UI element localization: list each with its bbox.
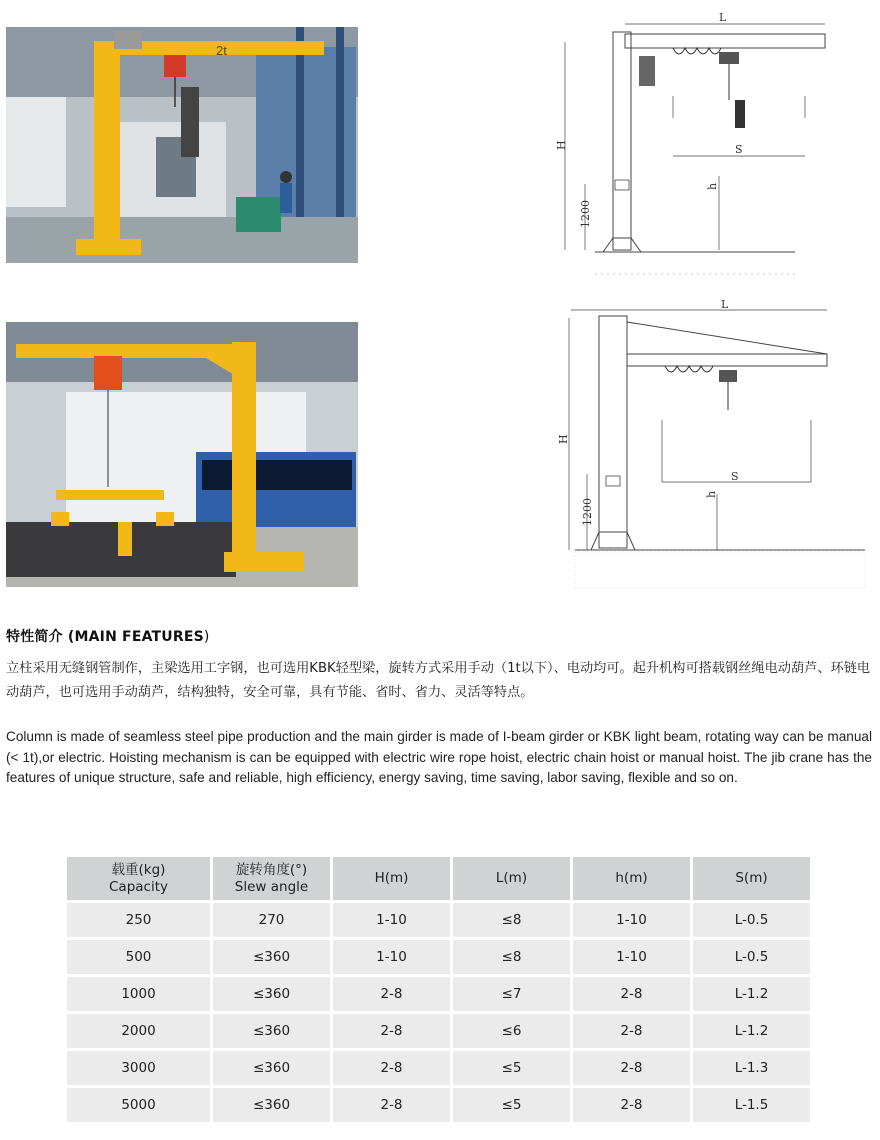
cell-slew-angle: ≤360 bbox=[213, 1014, 330, 1048]
cell-slew-angle: 270 bbox=[213, 903, 330, 937]
features-title-cn: 特性简介 bbox=[6, 629, 63, 645]
cell-H: 2-8 bbox=[333, 977, 450, 1011]
cell-L: ≤7 bbox=[453, 977, 570, 1011]
table-row bbox=[67, 940, 810, 974]
crane-drawing-braced bbox=[545, 298, 867, 590]
spec-table bbox=[64, 854, 813, 1125]
cell-S: L-0.5 bbox=[693, 940, 810, 974]
cell-h: 2-8 bbox=[573, 1088, 690, 1122]
crane-photo-magnet bbox=[6, 322, 358, 587]
cell-S: L-0.5 bbox=[693, 903, 810, 937]
cell-capacity: 500 bbox=[67, 940, 210, 974]
cell-H: 2-8 bbox=[333, 1014, 450, 1048]
header-S: S(m) bbox=[693, 857, 810, 900]
cell-L: ≤6 bbox=[453, 1014, 570, 1048]
cell-H: 2-8 bbox=[333, 1051, 450, 1085]
cell-h: 2-8 bbox=[573, 1014, 690, 1048]
crane-photo-workshop bbox=[6, 27, 358, 263]
cell-S: L-1.5 bbox=[693, 1088, 810, 1122]
features-description-cn: 立柱采用无缝钢管制作，主梁选用工字钢，也可选用KBK轻型梁，旋转方式采用手动（1t以下）、电动均可。起升机构可搭载钢丝绳电动葫芦、环链电动葫芦，也可选用手动葫芦，结构独特，安全可靠，具有节能、省时、省力、灵活等特点。 bbox=[6, 661, 871, 700]
dim-label-S: S bbox=[735, 143, 743, 156]
cell-slew-angle: ≤360 bbox=[213, 940, 330, 974]
cell-H: 1-10 bbox=[333, 903, 450, 937]
cell-capacity: 5000 bbox=[67, 1088, 210, 1122]
dim-label-1200: 1200 bbox=[579, 200, 592, 228]
cell-L: ≤8 bbox=[453, 903, 570, 937]
header-H: H(m) bbox=[333, 857, 450, 900]
cell-capacity: 1000 bbox=[67, 977, 210, 1011]
cell-H: 1-10 bbox=[333, 940, 450, 974]
cell-S: L-1.2 bbox=[693, 1014, 810, 1048]
table-header-row bbox=[67, 857, 810, 900]
cell-L: ≤8 bbox=[453, 940, 570, 974]
header-L: L(m) bbox=[453, 857, 570, 900]
table-row bbox=[67, 903, 810, 937]
dim-label-L: L bbox=[721, 298, 729, 311]
crane-drawing-standard bbox=[555, 8, 835, 280]
table-row bbox=[67, 1051, 810, 1085]
dim-label-H: H bbox=[557, 434, 570, 444]
cell-h: 1-10 bbox=[573, 903, 690, 937]
table-row bbox=[67, 1014, 810, 1048]
cell-h: 1-10 bbox=[573, 940, 690, 974]
header-h: h(m) bbox=[573, 857, 690, 900]
dim-label-1200: 1200 bbox=[581, 498, 594, 526]
dim-label-L: L bbox=[719, 11, 727, 24]
cell-S: L-1.2 bbox=[693, 977, 810, 1011]
table-row bbox=[67, 977, 810, 1011]
features-title-close: ) bbox=[203, 629, 210, 645]
dim-label-S: S bbox=[731, 470, 739, 483]
cell-L: ≤5 bbox=[453, 1051, 570, 1085]
cell-slew-angle: ≤360 bbox=[213, 1051, 330, 1085]
table-row bbox=[67, 1088, 810, 1122]
cell-capacity: 250 bbox=[67, 903, 210, 937]
cell-slew-angle: ≤360 bbox=[213, 977, 330, 1011]
features-title bbox=[6, 626, 210, 646]
photo-beam-label: 2t bbox=[216, 43, 227, 58]
header-slew-angle: 旋转角度(°) Slew angle bbox=[213, 857, 330, 900]
cell-h: 2-8 bbox=[573, 1051, 690, 1085]
cell-H: 2-8 bbox=[333, 1088, 450, 1122]
cell-slew-angle: ≤360 bbox=[213, 1088, 330, 1122]
dim-label-h: h bbox=[705, 490, 718, 498]
dim-label-H: H bbox=[555, 140, 568, 150]
cell-S: L-1.3 bbox=[693, 1051, 810, 1085]
header-capacity: 载重(kg) Capacity bbox=[67, 857, 210, 900]
cell-capacity: 3000 bbox=[67, 1051, 210, 1085]
cell-L: ≤5 bbox=[453, 1088, 570, 1122]
cell-capacity: 2000 bbox=[67, 1014, 210, 1048]
features-title-en: (MAIN FEATURES bbox=[67, 629, 204, 645]
features-description-en: Column is made of seamless steel pipe production and the main girder is made of I-beam girder or KBK light beam, rotating way can be manual (< 1t),or electric. Hoisting mechanism is can be equipped with electric wire rope hoist, electric chain hoist or manual hoist. The jib crane has the features of unique structure, safe and reliable, high efficiency, energy saving, time saving, labor saving, flexible and so on. bbox=[6, 729, 872, 785]
dim-label-h: h bbox=[706, 182, 719, 190]
cell-h: 2-8 bbox=[573, 977, 690, 1011]
